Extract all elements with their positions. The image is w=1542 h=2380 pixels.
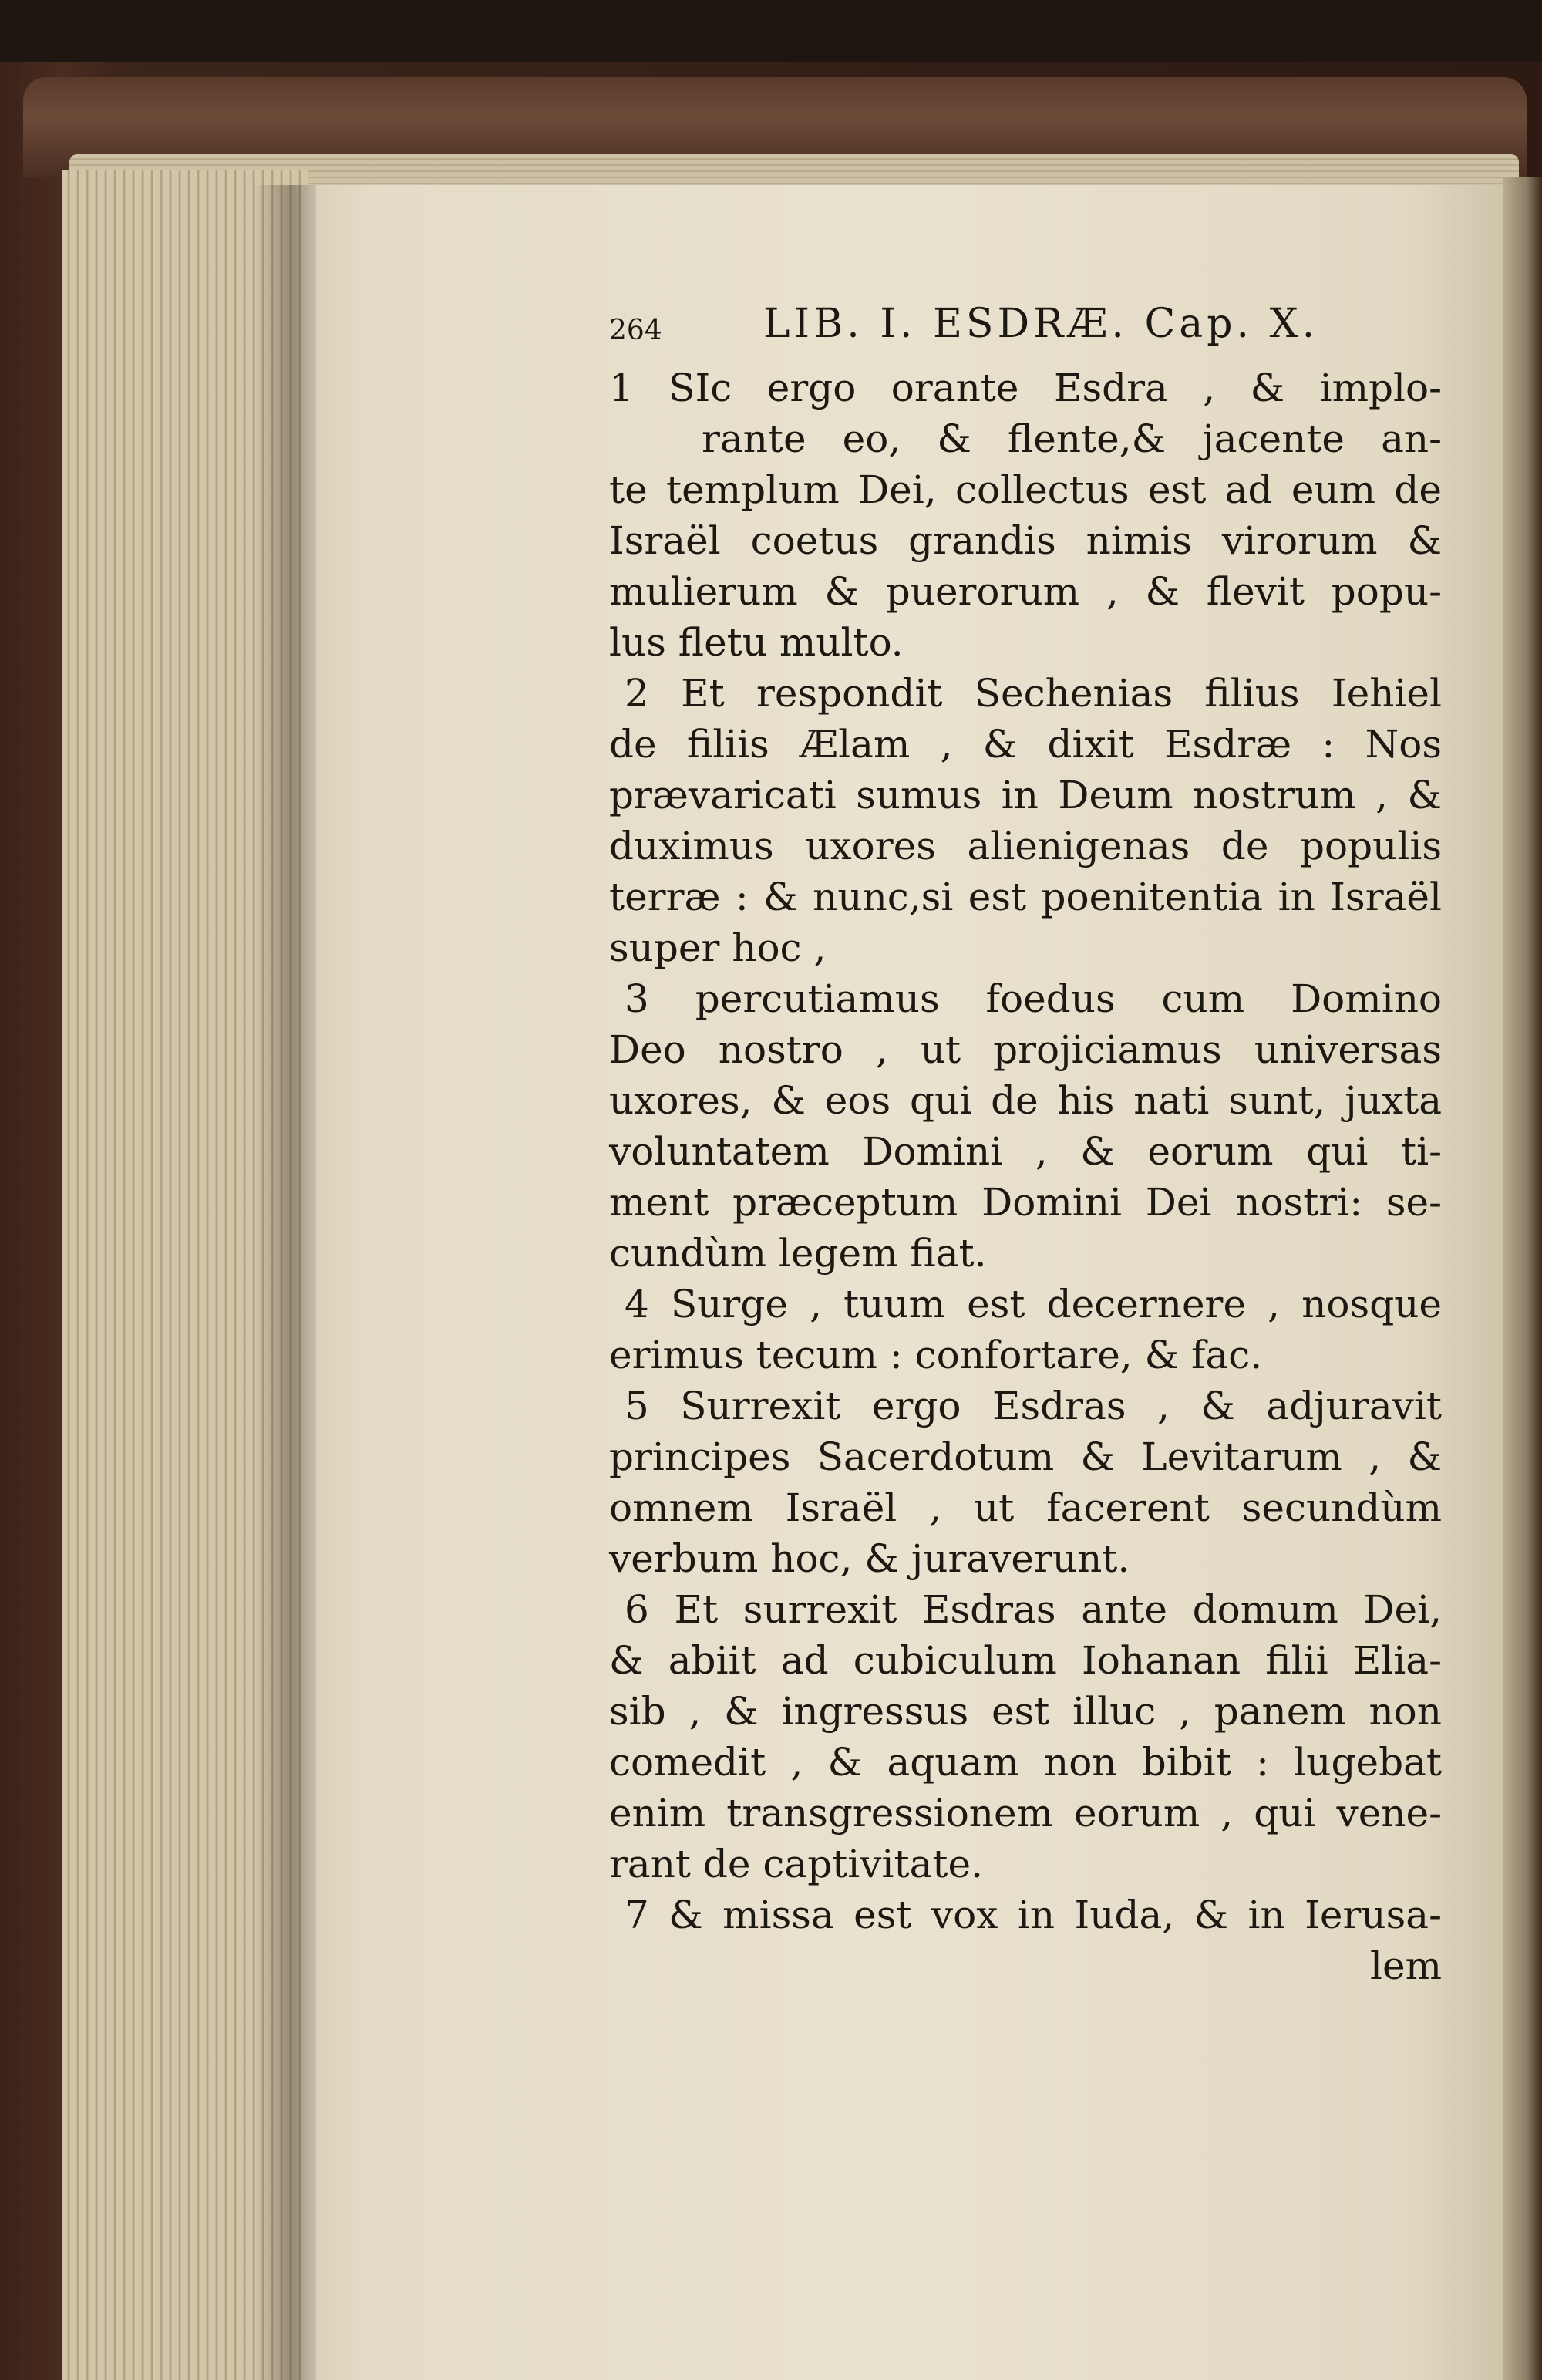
gutter-shadow <box>254 185 316 2380</box>
text-line: uxores, & eos qui de his nati sunt, juxta <box>609 1078 1442 1123</box>
text-line: 3 percutiamus foedus cum Domino <box>625 976 1442 1021</box>
text-line: verbum hoc, & juraverunt. <box>609 1536 1130 1581</box>
text-line: mulierum & puerorum , & flevit popu- <box>609 569 1442 614</box>
text-line: Deo nostro , ut projiciamus universas <box>609 1027 1442 1072</box>
running-header <box>609 301 1442 362</box>
text-line: cundùm legem fiat. <box>609 1231 987 1276</box>
text-line: 6 Et surrexit Esdras ante domum Dei, <box>625 1587 1442 1632</box>
text-line: terræ : & nunc,si est poenitentia in Israël <box>609 875 1442 919</box>
text-line: & abiit ad cubiculum Iohanan filii Elia- <box>609 1638 1442 1683</box>
text-line: de filiis Ælam , & dixit Esdræ : Nos <box>609 722 1442 767</box>
text-line: te templum Dei, collectus est ad eum de <box>609 467 1442 512</box>
text-line: comedit , & aquam non bibit : lugebat <box>609 1740 1442 1785</box>
text-line: rante eo, & flente,& jacente an- <box>702 416 1442 461</box>
text-line: enim transgressionem eorum , qui vene- <box>609 1791 1442 1836</box>
text-line: 1 SIc ergo orante Esdra , & implo- <box>609 366 1442 410</box>
text-line: rant de captivitate. <box>609 1842 984 1886</box>
text-line: erimus tecum : confortare, & fac. <box>609 1333 1263 1377</box>
text-line: Israël coetus grandis nimis virorum & <box>609 518 1442 563</box>
text-line: super hoc , <box>609 925 827 970</box>
page-number: 264 <box>609 315 662 346</box>
text-line: duximus uxores alienigenas de populis <box>609 824 1442 868</box>
text-line: 4 Surge , tuum est decernere , nosque <box>625 1282 1442 1327</box>
text-line: principes Sacerdotum & Levitarum , & <box>609 1434 1442 1479</box>
text-line: 2 Et respondit Sechenias filius Iehiel <box>625 671 1442 716</box>
text-line: voluntatem Domini , & eorum qui ti- <box>609 1129 1442 1174</box>
text-line: lus fletu multo. <box>609 620 904 665</box>
text-line: prævaricati sumus in Deum nostrum , & <box>609 773 1442 817</box>
catchword: lem <box>1370 1943 1442 1988</box>
text-line: 7 & missa est vox in Iuda, & in Ierusa- <box>625 1893 1442 1937</box>
text-line: ment præceptum Domini Dei nostri: se- <box>609 1180 1442 1225</box>
text-line: omnem Israël , ut facerent secundùm <box>609 1485 1442 1530</box>
running-title: LIB. I. ESDRÆ. Cap. X. <box>763 301 1319 347</box>
text-line: sib , & ingressus est illuc , panem non <box>609 1689 1442 1734</box>
text-line: 5 Surrexit ergo Esdras , & adjuravit <box>625 1384 1442 1428</box>
page-right-edge <box>1503 177 1542 2380</box>
